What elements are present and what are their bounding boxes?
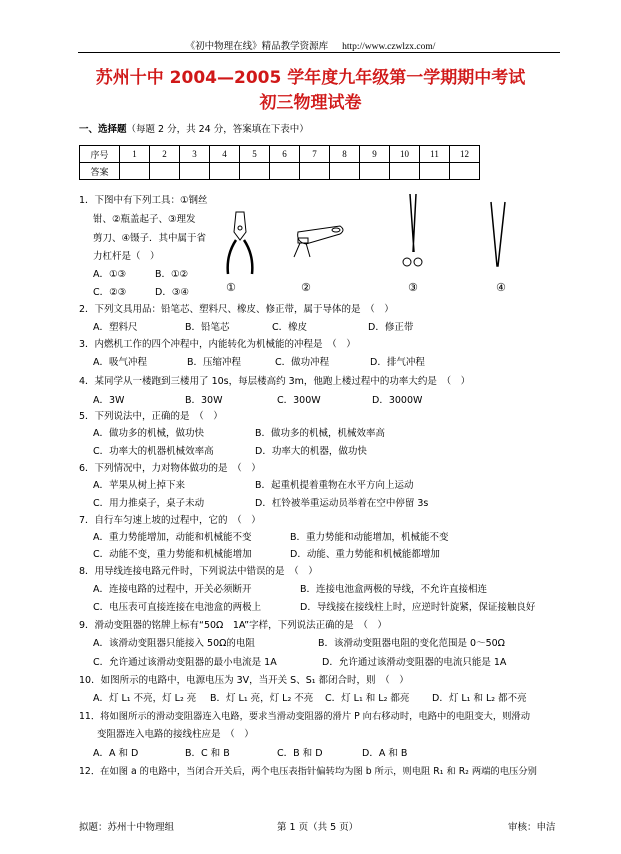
option: B．做功多的机械，机械效率高: [255, 428, 386, 439]
option: A．3W: [93, 395, 125, 406]
option: D．导线接在接线柱上时，应逆时针旋紧，保证接触良好: [300, 602, 536, 613]
option: B．重力势能和动能增加，机械能不变: [290, 532, 449, 543]
question-text: 1．下图中有下列工具：①钢丝: [79, 195, 208, 206]
col-number: 8: [330, 146, 360, 163]
answer-table: [79, 145, 480, 180]
option: C．功率大的机器机械效率高: [93, 446, 214, 457]
option: C．允许通过该滑动变阻器的最小电流是 1A: [93, 657, 277, 668]
site-url[interactable]: http://www.czwlzx.com/: [342, 42, 436, 52]
option: D．排气冲程: [370, 357, 425, 368]
answer-cell[interactable]: [240, 163, 270, 180]
option: C．B 和 D: [277, 748, 323, 759]
exam-subtitle: 初三物理试卷: [259, 93, 362, 113]
col-number: 6: [270, 146, 300, 163]
question-text: 4．某同学从一楼跑到三楼用了 10s，每层楼高约 3m，他跑上楼过程中的功率大约是 （ ）: [79, 376, 471, 387]
question-text: 12．在如图 a 的电路中，当闭合开关后，两个电压表指针偏转均为图 b 所示，则电阻 R₁ 和 R₂ 两端的电压分别: [79, 766, 537, 777]
option: D．灯 L₁ 和 L₂ 都不亮: [432, 693, 527, 704]
section-note: （每题 2 分，共 24 分，答案填在下表中）: [126, 124, 309, 135]
option: A．连接电路的过程中，开关必须断开: [93, 584, 252, 595]
figure-label: ②: [301, 281, 311, 294]
answer-cell[interactable]: [390, 163, 420, 180]
option: D．功率大的机器，做功快: [255, 446, 367, 457]
option: B．压缩冲程: [187, 357, 242, 368]
figure-label: ①: [226, 281, 236, 294]
question-text: 6．下列情况中，力对物体做功的是 （ ）: [79, 463, 261, 474]
option: B．30W: [185, 395, 223, 406]
option: D．杠铃被举重运动员举着在空中停留 3s: [255, 498, 429, 509]
col-number: 9: [360, 146, 390, 163]
option: B．该滑动变阻器电阻的变化范围是 0～50Ω: [318, 638, 505, 649]
question-text: 剪刀、④镊子．其中属于省: [93, 233, 207, 244]
question-text: 变阻器连入电路的接线柱应是 （ ）: [97, 729, 254, 740]
col-number: 4: [210, 146, 240, 163]
tweezers-figure: [488, 200, 508, 270]
answer-cell[interactable]: [150, 163, 180, 180]
col-number: 11: [420, 146, 450, 163]
question-text: 10．如图所示的电路中，电源电压为 3V，当开关 S、S₁ 都闭合时，则 （ ）: [79, 675, 409, 686]
option: A．吸气冲程: [93, 357, 147, 368]
answer-cell[interactable]: [420, 163, 450, 180]
option: C．300W: [277, 395, 321, 406]
option: D．③④: [155, 287, 189, 298]
option: C．动能不变，重力势能和机械能增加: [93, 549, 252, 560]
answer-cell[interactable]: [300, 163, 330, 180]
option: B．起重机提着重物在水平方向上运动: [255, 480, 414, 491]
header-rule: [78, 52, 560, 53]
option: A．灯 L₁ 不亮，灯 L₂ 亮: [93, 693, 197, 704]
section-title: 一、选择题: [79, 124, 127, 135]
answer-cell[interactable]: [210, 163, 240, 180]
footer-reviewer: 审核：申洁: [508, 822, 556, 833]
col-number: 3: [180, 146, 210, 163]
option: A．该滑动变阻器只能接入 50Ω的电阻: [93, 638, 255, 649]
option: C．橡皮: [272, 322, 308, 333]
footer-page-number: 第 1 页（共 5 页）: [277, 822, 359, 833]
option: D．动能、重力势能和机械能都增加: [290, 549, 440, 560]
answer-cell[interactable]: [330, 163, 360, 180]
page-header: [0, 38, 621, 52]
question-text: 力杠杆是（ ）: [93, 251, 160, 262]
footer-author: 拟题：苏州十中物理组: [79, 822, 175, 833]
answer-header: 答案: [80, 163, 120, 180]
site-name: 《初中物理在线》精品教学资源库: [185, 41, 329, 52]
answer-cell[interactable]: [270, 163, 300, 180]
col-number: 7: [300, 146, 330, 163]
row-header: 序号: [80, 146, 120, 163]
wire-pliers-figure: [222, 210, 258, 278]
answer-cell[interactable]: [120, 163, 150, 180]
option: C．电压表可直接连接在电池盒的两极上: [93, 602, 262, 613]
option: D．3000W: [372, 395, 423, 406]
answer-cell[interactable]: [360, 163, 390, 180]
option: A．重力势能增加，动能和机械能不变: [93, 532, 252, 543]
option: C．灯 L₁ 和 L₂ 都亮: [325, 693, 410, 704]
question-text: 7．自行车匀速上坡的过程中，它的 （ ）: [79, 515, 261, 526]
bottle-opener-figure: [290, 222, 346, 272]
col-number: 1: [120, 146, 150, 163]
exam-title: 苏州十中 2004—2005 学年度九年级第一学期期中考试: [95, 68, 526, 88]
option: B．①②: [155, 269, 189, 280]
option: A．苹果从树上掉下来: [93, 480, 185, 491]
option: B．铅笔芯: [185, 322, 230, 333]
col-number: 5: [240, 146, 270, 163]
option: C．做功冲程: [275, 357, 330, 368]
option: D．A 和 B: [362, 748, 408, 759]
question-text: 钳、②瓶盖起子、③理发: [93, 214, 196, 225]
option: A．①③: [93, 269, 127, 280]
answer-cell[interactable]: [180, 163, 210, 180]
option: C．用力推桌子，桌子未动: [93, 498, 205, 509]
question-text: 8．用导线连接电路元件时，下列说法中错误的是 （ ）: [79, 566, 318, 577]
figure-label: ④: [496, 281, 506, 294]
option: A．A 和 D: [93, 748, 139, 759]
question-text: 3．内燃机工作的四个冲程中，内能转化为机械能的冲程是 （ ）: [79, 339, 356, 350]
option: C．②③: [93, 287, 127, 298]
option: A．塑料尺: [93, 322, 138, 333]
section-heading: [79, 121, 309, 135]
table-row: [80, 146, 480, 163]
col-number: 2: [150, 146, 180, 163]
question-text: 5．下列说法中，正确的是 （ ）: [79, 411, 223, 422]
question-text: 9．滑动变阻器的铭牌上标有“50Ω 1A”字样，下列说法正确的是 （ ）: [79, 620, 387, 631]
figure-label: ③: [408, 281, 418, 294]
answer-cell[interactable]: [450, 163, 480, 180]
option: B．灯 L₁ 亮，灯 L₂ 不亮: [210, 693, 314, 704]
col-number: 12: [450, 146, 480, 163]
option: D．修正带: [368, 322, 414, 333]
question-text: 2．下列文具用品：铅笔芯、塑料尺、橡皮、修正带，属于导体的是 （ ）: [79, 304, 394, 315]
question-text: 11．将如图所示的滑动变阻器连入电路，要求当滑动变阻器的滑片 P 向右移动时，电路中的电阻变大，则滑动: [79, 711, 531, 722]
scissors-figure: [398, 192, 428, 276]
table-row: [80, 163, 480, 180]
option: B．C 和 B: [185, 748, 230, 759]
col-number: 10: [390, 146, 420, 163]
option: D．允许通过该滑动变阻器的电流只能是 1A: [322, 657, 507, 668]
option: B．连接电池盒两极的导线，不允许直接相连: [300, 584, 488, 595]
option: A．做功多的机械，做功快: [93, 428, 204, 439]
